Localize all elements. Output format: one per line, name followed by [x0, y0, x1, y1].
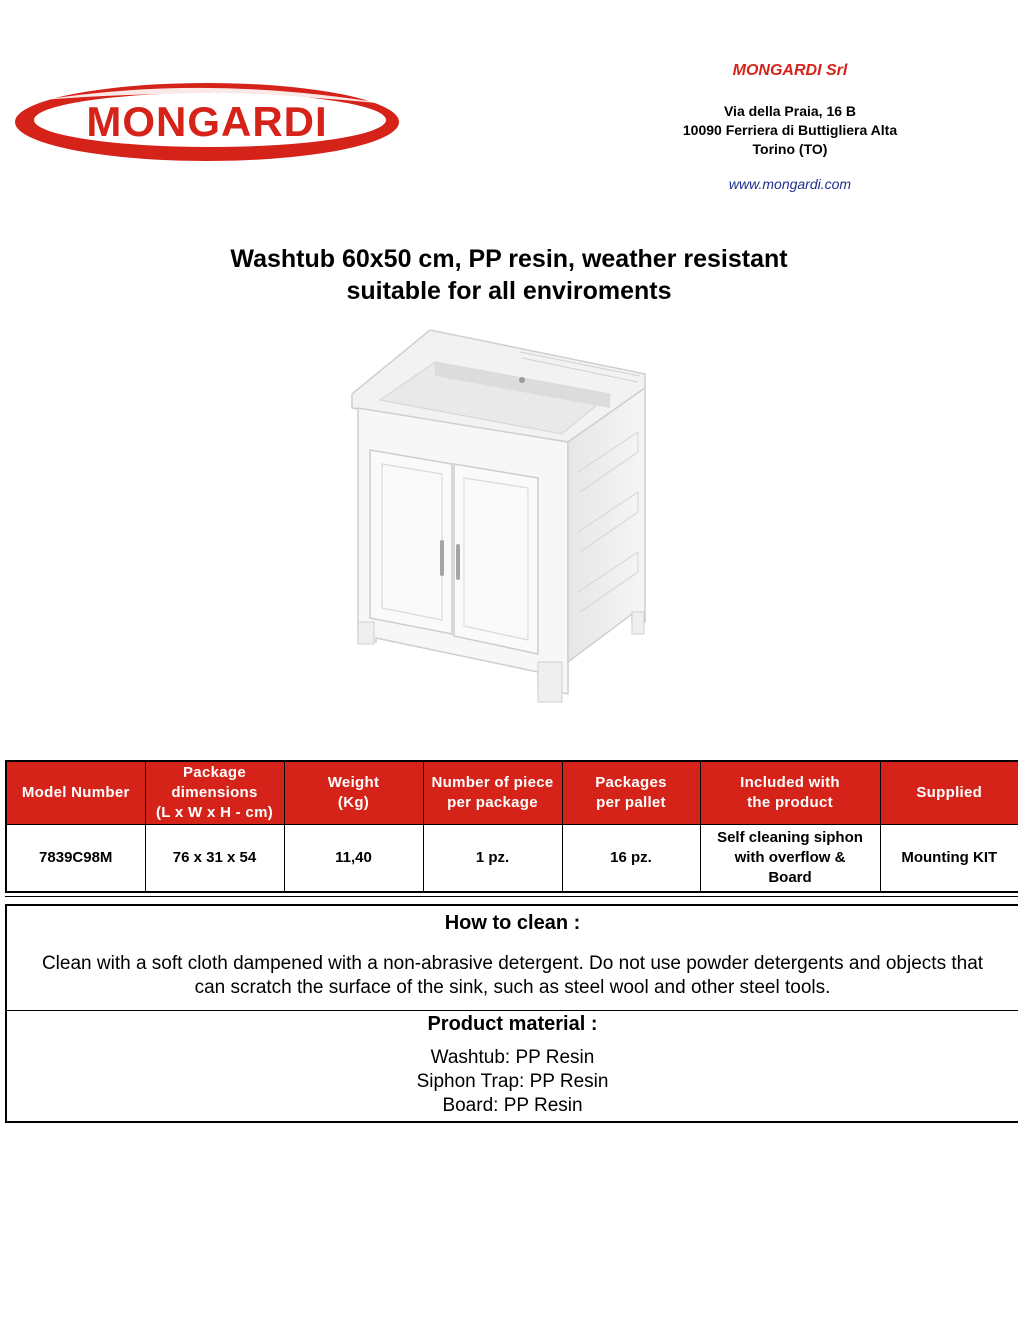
cell-model: 7839C98M [6, 825, 145, 893]
cell-pallet: 16 pz. [562, 825, 700, 893]
header-pieces-per-package: Number of piece per package [423, 761, 562, 825]
cleaning-text: Clean with a soft cloth dampened with a non-abrasive detergent. Do not use powder detergents and objects that can scratch the surface of the sink, such as steel wool and other steel tools. [41, 953, 984, 998]
document-title [0, 243, 1018, 307]
company-name: MONGARDI Srl [732, 62, 848, 79]
cell-included: Self cleaning siphon with overflow & Board [700, 825, 880, 893]
address-line: Via della Praia, 16 B [723, 103, 857, 119]
cell-weight: 11,40 [284, 825, 423, 893]
material-list [7, 1046, 1018, 1118]
svg-text:MONGARDI: MONGARDI [86, 98, 328, 145]
header-packages-per-pallet: Packages per pallet [562, 761, 700, 825]
company-info [640, 62, 940, 192]
company-address [640, 102, 940, 159]
header-weight: Weight (Kg) [284, 761, 423, 825]
table-row [6, 825, 1018, 893]
cell-pieces: 1 pz. [423, 825, 562, 893]
material-item: Siphon Trap: PP Resin [416, 1071, 609, 1092]
header-package-dimensions: Package dimensions (L x W x H - cm) [145, 761, 284, 825]
product-image [340, 322, 670, 712]
material-item: Board: PP Resin [442, 1095, 583, 1116]
table-header-row [6, 761, 1018, 825]
header-included: Included with the product [700, 761, 880, 825]
cell-supplied: Mounting KIT [880, 825, 1018, 893]
header-model-number: Model Number [6, 761, 145, 825]
header-supplied: Supplied [880, 761, 1018, 825]
cell-dimensions: 76 x 31 x 54 [145, 825, 284, 893]
cleaning-heading: How to clean : [444, 912, 581, 934]
spec-table [5, 760, 1018, 893]
cleaning-section [5, 904, 1018, 1011]
title-line-2: suitable for all enviroments [346, 277, 672, 305]
material-item: Washtub: PP Resin [430, 1047, 595, 1068]
mongardi-logo [12, 80, 402, 164]
address-line: Torino (TO) [752, 141, 828, 157]
address-line: 10090 Ferriera di Buttigliera Alta [682, 122, 898, 138]
material-section [5, 1009, 1018, 1123]
website-link[interactable]: www.mongardi.com [728, 176, 852, 192]
material-heading: Product material : [427, 1013, 598, 1035]
title-line-1: Washtub 60x50 cm, PP resin, weather resistant [230, 245, 788, 273]
